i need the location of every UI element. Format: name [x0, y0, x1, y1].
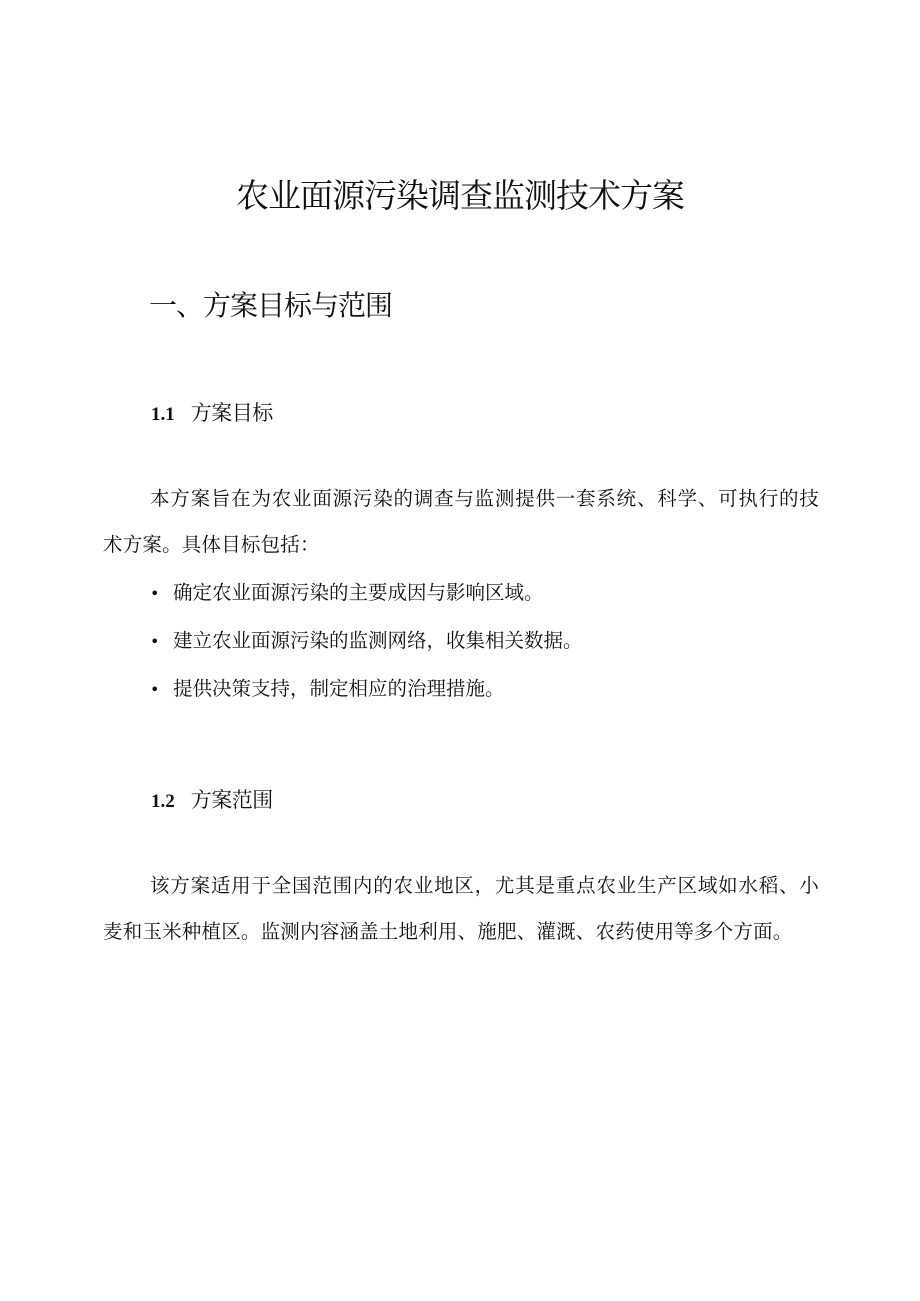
- objective-list: [150, 573, 810, 717]
- objective-paragraph: 本方案旨在为农业面源污染的调查与监测提供一套系统、科学、可执行的技术方案。具体目标包括：: [103, 487, 819, 556]
- subsection-number: 1.1: [151, 404, 175, 425]
- list-item-text: 确定农业面源污染的主要成因与影响区域。: [173, 581, 544, 604]
- bullet-icon: •: [150, 584, 160, 603]
- scope-paragraph: 该方案适用于全国范围内的农业地区，尤其是重点农业生产区域如水稻、小麦和玉米种植区。监测内容涵盖土地利用、施肥、灌溉、农药使用等多个方面。: [103, 874, 819, 943]
- section-heading-1: 一、方案目标与范围: [149, 289, 393, 322]
- subsection-number: 1.2: [151, 791, 175, 812]
- subsection-heading-1-1: [151, 396, 273, 432]
- list-item-text: 提供决策支持，制定相应的治理措施。: [173, 677, 505, 700]
- list-item-text: 建立农业面源污染的监测网络，收集相关数据。: [173, 629, 583, 652]
- subsection-heading-1-2: [151, 783, 273, 819]
- list-item: [150, 621, 810, 669]
- subsection-title: 方案目标: [190, 401, 273, 425]
- bullet-icon: •: [150, 632, 160, 651]
- list-item: [150, 573, 810, 621]
- bullet-icon: •: [150, 680, 160, 699]
- subsection-title: 方案范围: [190, 788, 273, 812]
- list-item: [150, 669, 810, 717]
- document-title: 农业面源污染调查监测技术方案: [236, 176, 684, 215]
